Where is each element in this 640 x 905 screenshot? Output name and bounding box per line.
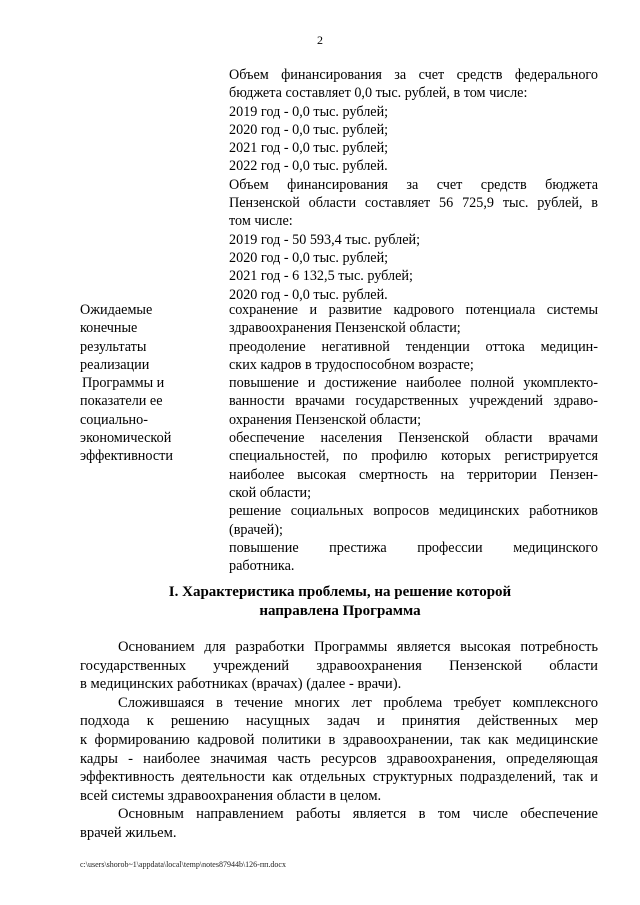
financing-line: 2019 год - 0,0 тыс. рублей; <box>229 103 389 120</box>
financing-line: 2020 год - 0,0 тыс. рублей. <box>229 286 388 303</box>
results-line: ванности врачами государственных учреждений здраво- <box>229 393 598 410</box>
results-line: ских кадров в трудоспособном возрасте; <box>229 356 474 373</box>
financing-line: 2022 год - 0,0 тыс. рублей. <box>229 158 388 175</box>
body-text <box>80 638 598 843</box>
results-line: специальностей, по профилю которых регистрируется <box>229 448 598 465</box>
section-heading <box>80 583 600 621</box>
results-line: преодоление негативной тенденции оттока медицин- <box>229 338 598 355</box>
results-label-line: конечные <box>80 320 138 337</box>
body-line: всей системы здравоохранения области в целом. <box>80 787 382 804</box>
section-heading-line: направлена Программа <box>259 603 421 619</box>
financing-line: том числе: <box>229 213 293 230</box>
file-path-footer: c:\users\shorob~1\appdata\local\temp\notes87944b\126-пп.docx <box>80 860 286 869</box>
financing-block <box>229 66 598 304</box>
results-line: обеспечение населения Пензенской области врачами <box>229 430 598 447</box>
results-line: повышение и достижение наиболее полной укомплекто- <box>229 375 598 392</box>
results-label-line: экономической <box>80 430 172 447</box>
results-label-line: результаты <box>80 338 147 355</box>
financing-line: бюджета составляет 0,0 тыс. рублей, в том числе: <box>229 85 528 102</box>
results-line: решение социальных вопросов медицинских работников <box>229 503 598 520</box>
financing-line: 2020 год - 0,0 тыс. рублей; <box>229 121 389 138</box>
results-line: повышение престижа профессии медицинского <box>229 539 598 556</box>
body-line: врачей жильем. <box>80 824 177 841</box>
financing-line: 2019 год - 50 593,4 тыс. рублей; <box>229 231 421 248</box>
financing-line: Объем финансирования за счет средств бюджета <box>229 176 598 193</box>
financing-line: 2020 год - 0,0 тыс. рублей; <box>229 249 389 266</box>
results-label-line: эффективности <box>80 448 173 465</box>
body-line: к формированию кадровой политики в здравоохранении, так как медицинские <box>80 731 598 748</box>
results-line: наиболее высокая смертность на территории Пензен- <box>229 466 598 483</box>
body-line: подхода к решению насущных задач и принятия действенных мер <box>80 713 598 730</box>
body-line: Основанием для разработки Программы является высокая потребность <box>118 639 598 655</box>
page-number: 2 <box>317 33 323 47</box>
financing-line: 2021 год - 6 132,5 тыс. рублей; <box>229 268 413 285</box>
results-line: охранения Пензенской области; <box>229 411 422 428</box>
financing-line: Пензенской области составляет 56 725,9 тыс. рублей, в <box>229 195 598 212</box>
body-line: государственных учреждений здравоохранения Пензенской области <box>80 657 598 674</box>
results-label-line: показатели ее <box>80 393 163 410</box>
section-heading-line: I. Характеристика проблемы, на решение которой <box>168 584 512 600</box>
results-label-line: реализации <box>80 356 150 373</box>
body-line: кадры - наиболее значимая часть ресурсов здравоохранения, определяющая <box>80 750 598 767</box>
results-line: ской области; <box>229 484 312 501</box>
financing-line: Объем финансирования за счет средств федерального <box>229 67 598 83</box>
results-text <box>229 301 598 575</box>
results-line: сохранение и развитие кадрового потенциала системы <box>229 302 598 318</box>
body-line: в медицинских работниках (врачах) (далее - врачи). <box>80 676 402 693</box>
body-line: Сложившаяся в течение многих лет проблема требует комплексного <box>118 694 598 711</box>
body-line: Основным направлением работы является в том числе обеспечение <box>118 806 598 823</box>
results-label <box>80 301 220 466</box>
results-line: здравоохранения Пензенской области; <box>229 320 461 337</box>
body-line: эффективность деятельности как отдельных структурных подразделений, так и <box>80 769 598 786</box>
results-line: работника. <box>229 558 295 575</box>
results-label-line: Ожидаемые <box>80 302 153 318</box>
financing-line: 2021 год - 0,0 тыс. рублей; <box>229 140 389 157</box>
results-label-line: социально- <box>80 411 148 428</box>
results-label-line: Программы и <box>82 375 165 392</box>
results-line: (врачей); <box>229 521 283 538</box>
